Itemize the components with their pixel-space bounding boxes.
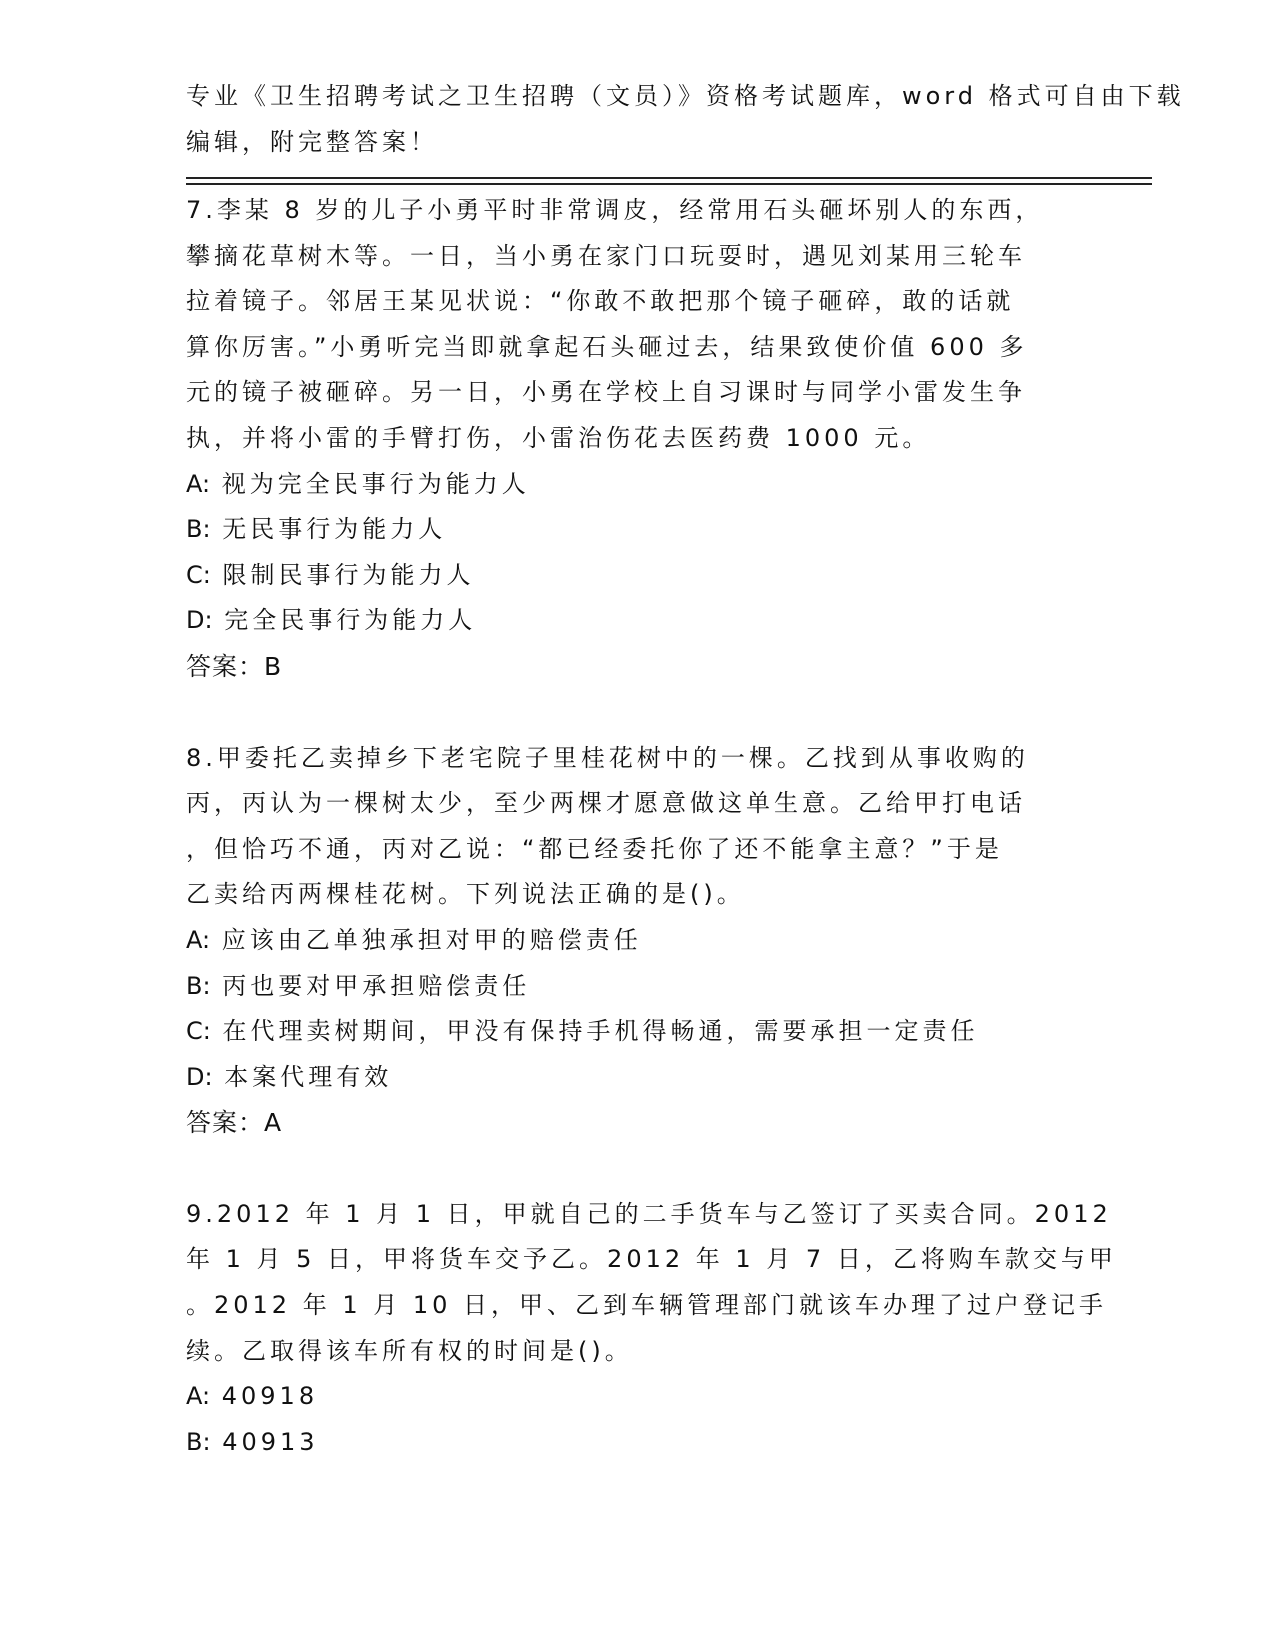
answer-label: 答案：B	[186, 651, 283, 681]
option-letter: A:	[186, 1382, 211, 1411]
question-stem-line: 拉着镜子。邻居王某见状说：“你敢不敢把那个镜子砸碎，敢的话就	[186, 287, 1015, 316]
option-a	[186, 462, 1086, 508]
answer-label: 答案：A	[186, 1108, 283, 1138]
option-letter: D:	[186, 1062, 213, 1091]
option-letter: B:	[186, 515, 211, 544]
option-letter: D:	[186, 606, 213, 635]
option-text: 无民事行为能力人	[222, 515, 447, 544]
option-text: 40918	[221, 1382, 319, 1411]
option-b	[186, 507, 1086, 553]
question-stem-line: 元的镜子被砸碎。另一日，小勇在学校上自习课时与同学小雷发生争	[186, 378, 1026, 407]
header-rule	[186, 177, 1152, 179]
option-c	[186, 553, 1086, 599]
question-stem-line: 。2012 年 1 月 10 日，甲、乙到车辆管理部门就该车办理了过户登记手	[186, 1291, 1108, 1320]
question-stem-line: 执，并将小雷的手臂打伤，小雷治伤花去医药费 1000 元。	[186, 423, 931, 452]
question-stem-line: 算你厉害。”小勇听完当即就拿起石头砸过去，结果致使价值 600 多	[186, 332, 1028, 361]
option-letter: C:	[186, 560, 211, 589]
option-letter: A:	[186, 925, 211, 954]
option-text: 视为完全民事行为能力人	[221, 469, 530, 498]
question-stem-line: 9.2012 年 1 月 1 日，甲就自己的二手货车与乙签订了买卖合同。2012	[186, 1199, 1112, 1228]
option-letter: B:	[186, 971, 211, 1000]
document-header	[186, 74, 1185, 165]
option-b	[186, 964, 1086, 1010]
option-letter: A:	[186, 469, 211, 498]
option-text: 完全民事行为能力人	[224, 606, 477, 635]
option-d	[186, 598, 1086, 644]
question-stem-line: 年 1 月 5 日，甲将货车交予乙。2012 年 1 月 7 日，乙将购车款交与甲	[186, 1245, 1117, 1274]
question-list	[186, 188, 1117, 1511]
option-text: 丙也要对甲承担赔偿责任	[222, 971, 531, 1000]
question-stem-line: 8.甲委托乙卖掉乡下老宅院子里桂花树中的一棵。乙找到从事收购的	[186, 743, 1029, 772]
option-letter: B:	[186, 1427, 211, 1456]
question-stem-line: ，但恰巧不通，丙对乙说：“都已经委托你了还不能拿主意？”于是	[186, 834, 1003, 863]
option-a	[186, 918, 1086, 964]
header-line: 专业《卫生招聘考试之卫生招聘（文员）》资格考试题库，word 格式可自由下载	[186, 82, 1185, 110]
question-stem-line: 攀摘花草树木等。一日，当小勇在家门口玩耍时，遇见刘某用三轮车	[186, 241, 1026, 270]
question-stem-line: 乙卖给丙两棵桂花树。下列说法正确的是()。	[186, 880, 745, 909]
question-9	[186, 1192, 1117, 1466]
question-7	[186, 188, 1086, 690]
header-line: 编辑，附完整答案！	[186, 127, 438, 156]
option-text: 40913	[222, 1427, 319, 1456]
option-text: 本案代理有效	[224, 1062, 393, 1091]
option-text: 限制民事行为能力人	[222, 560, 475, 589]
question-stem-line: 丙，丙认为一棵树太少，至少两棵才愿意做这单生意。乙给甲打电话	[186, 789, 1026, 818]
header-rule	[186, 183, 1152, 185]
option-d	[186, 1055, 1086, 1101]
question-8	[186, 736, 1086, 1146]
question-stem-line: 7.李某 8 岁的儿子小勇平时非常调皮，经常用石头砸坏别人的东西，	[186, 196, 1044, 224]
option-b	[186, 1420, 1086, 1466]
option-text: 应该由乙单独承担对甲的赔偿责任	[221, 925, 642, 954]
option-c	[186, 1009, 1086, 1055]
question-stem-line: 续。乙取得该车所有权的时间是()。	[186, 1336, 633, 1365]
option-text: 在代理卖树期间，甲没有保持手机得畅通，需要承担一定责任	[222, 1017, 979, 1046]
option-letter: C:	[186, 1017, 211, 1046]
option-a	[186, 1374, 1086, 1420]
